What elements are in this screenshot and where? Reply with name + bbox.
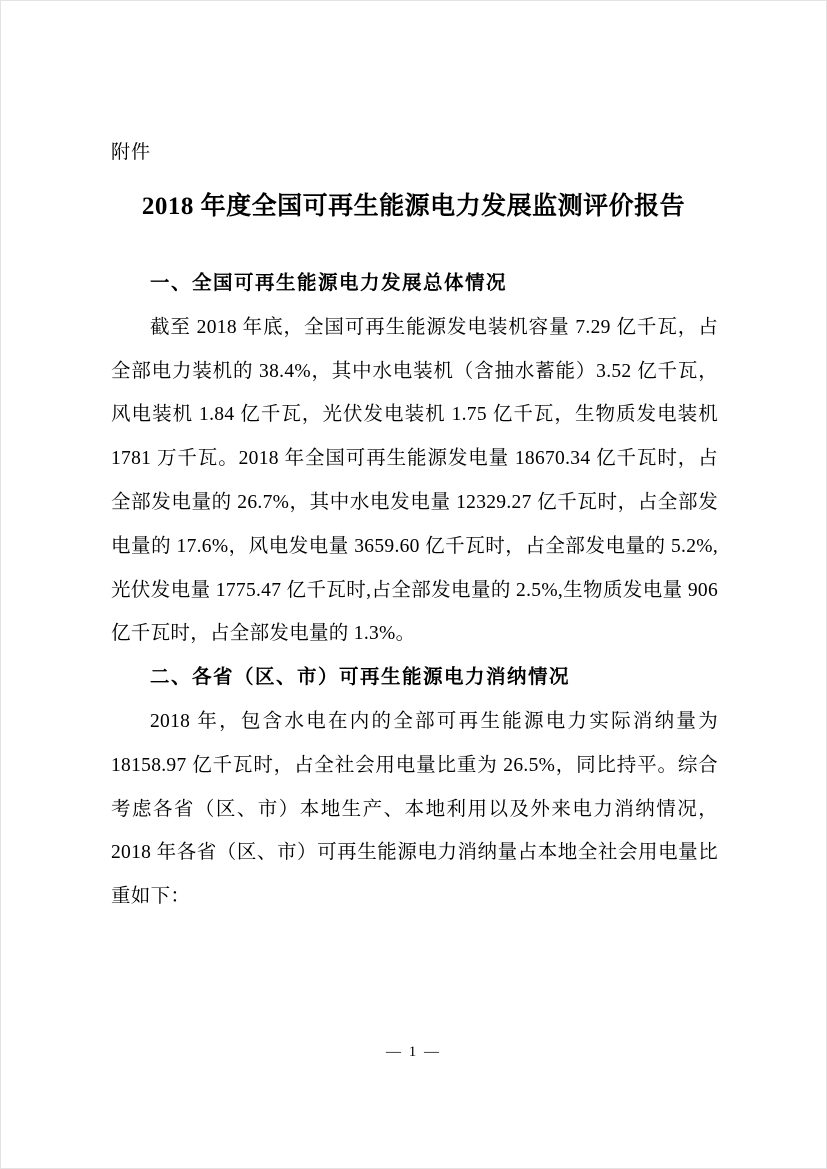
attachment-label: 附件 xyxy=(111,142,152,163)
paragraph-national-statistics: 截至 2018 年底，全国可再生能源发电装机容量 7.29 亿千瓦，占全部电力装机的 38.4%，其中水电装机（含抽水蓄能）3.52 亿千瓦，风电装机 1.84 亿千瓦，光伏发电装机 1.75 亿千瓦，生物质发电装机 1781 万千瓦。2018 年全国可再生能源发电量 18670.34 亿千瓦时，占全部发电量的 26.7%，其中水电发电量 12329.27 亿千瓦时，占全部发电量的 17.6%，风电发电量 3659.60 亿千瓦时，占全部发电量的 5.2%,光伏发电量 1775.47 亿千瓦时,占全部发电量的 2.5%,生物质发电量 906 亿千瓦时，占全部发电量的 1.3%。 xyxy=(111,316,718,645)
paragraph-provincial-consumption: 2018 年，包含水电在内的全部可再生能源电力实际消纳量为 18158.97 亿千瓦时，占全社会用电量比重为 26.5%，同比持平。综合考虑各省（区、市）本地生产、本地利用以及外来电力消纳情况，2018 年各省（区、市）可再生能源电力消纳量占本地全社会用电量比重如下： xyxy=(111,710,718,908)
section-heading-provincial-consumption: 二、各省（区、市）可再生能源电力消纳情况 xyxy=(150,666,571,689)
document-title: 2018 年度全国可再生能源电力发展监测评价报告 xyxy=(141,193,686,220)
document-body xyxy=(111,262,718,919)
page-number: — 1 — xyxy=(386,1044,441,1060)
section-heading-overall-development: 一、全国可再生能源电力发展总体情况 xyxy=(150,272,508,294)
